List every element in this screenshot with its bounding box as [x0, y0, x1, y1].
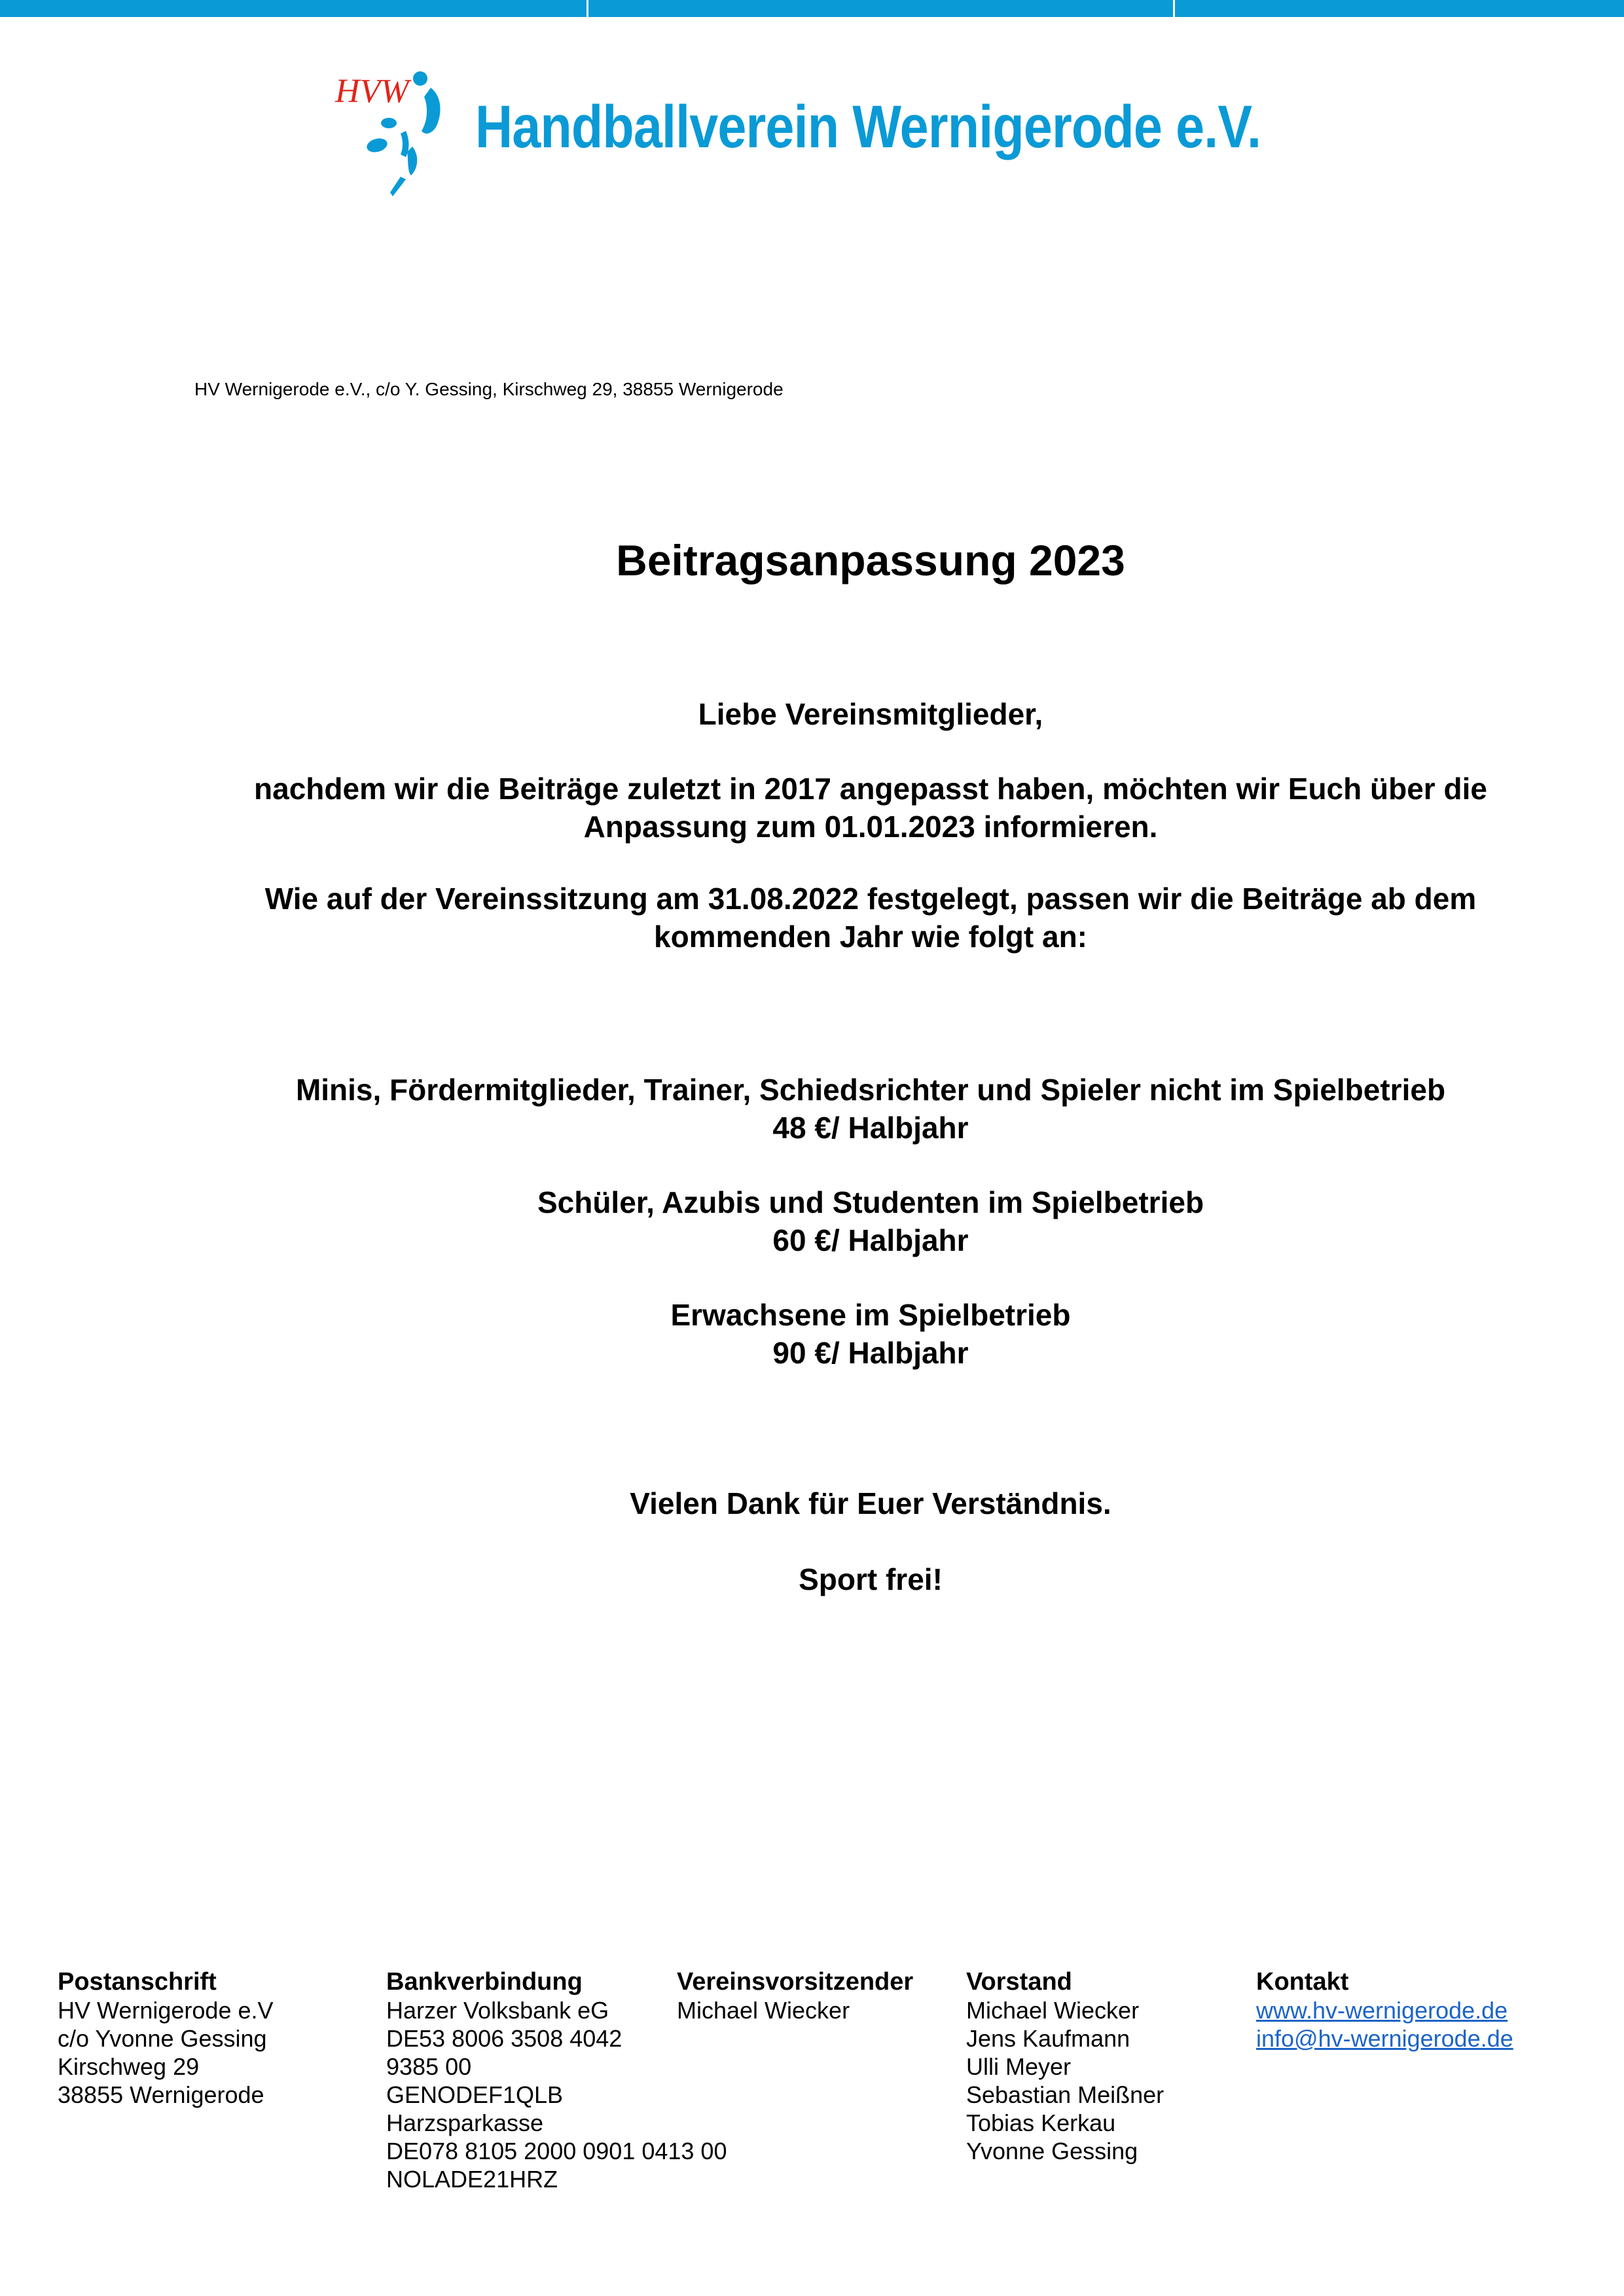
fee-amount: 60 €/ Halbjahr [772, 1223, 969, 1257]
footer-postal-address [58, 1968, 274, 2109]
fee-item [131, 1183, 1610, 1259]
footer-line: Michael Wiecker [677, 1997, 850, 2024]
footer-line: HV Wernigerode e.V [58, 1997, 274, 2024]
thanks-line: Vielen Dank für Euer Verständnis. [630, 1486, 1111, 1520]
footer-contact [1256, 1968, 1513, 2053]
footer-bank-details [386, 1968, 727, 2193]
paragraph-decision-line-1: Wie auf der Vereinssitzung am 31.08.2022 festgelegt, passen wir die Beiträge ab dem [264, 882, 1477, 916]
paragraph-intro [131, 770, 1610, 846]
fee-item [131, 1296, 1610, 1372]
footer-line: Harzsparkasse [386, 2109, 544, 2136]
footer-line: Ulli Meyer [966, 2053, 1072, 2080]
footer-heading: Vorstand [966, 1968, 1072, 1996]
paragraph-decision [131, 880, 1610, 956]
club-name-wordmark: Handballverein Wernigerode e.V. [475, 94, 1261, 160]
footer-board [966, 1968, 1164, 2165]
footer-line: 9385 00 [386, 2053, 472, 2080]
closing-line: Sport frei! [799, 1562, 943, 1596]
club-logo [333, 68, 1301, 199]
letter-title: Beitragsanpassung 2023 [616, 536, 1125, 584]
footer-line: DE078 8105 2000 0901 0413 00 [386, 2138, 727, 2164]
footer-line: Yvonne Gessing [966, 2138, 1138, 2164]
greeting: Liebe Vereinsmitglieder, [698, 697, 1043, 731]
footer-line: Tobias Kerkau [966, 2109, 1116, 2136]
svg-text:HVW: HVW [335, 73, 409, 110]
fee-group: Schüler, Azubis und Studenten im Spielbetrieb [537, 1185, 1204, 1219]
top-accent-bar [0, 0, 1624, 17]
fee-amount: 48 €/ Halbjahr [772, 1111, 969, 1145]
fee-group: Erwachsene im Spielbetrieb [670, 1298, 1071, 1332]
paragraph-decision-line-2: kommenden Jahr wie folgt an: [654, 920, 1087, 954]
fee-item [131, 1071, 1610, 1147]
footer-heading: Kontakt [1256, 1968, 1349, 1996]
footer-line: Sebastian Meißner [966, 2081, 1164, 2108]
footer-heading: Bankverbindung [386, 1968, 583, 1996]
email-link[interactable]: info@hv-wernigerode.de [1256, 2025, 1513, 2052]
fee-group: Minis, Fördermitglieder, Trainer, Schiedsrichter und Spieler nicht im Spielbetrieb [295, 1073, 1446, 1107]
footer-line: Michael Wiecker [966, 1997, 1140, 2024]
footer-line: NOLADE21HRZ [386, 2166, 558, 2193]
sender-address-line: HV Wernigerode e.V., c/o Y. Gessing, Kirschweg 29, 38855 Wernigerode [194, 379, 784, 399]
footer-line: Jens Kaufmann [966, 2025, 1130, 2052]
footer-line: Kirschweg 29 [58, 2053, 200, 2080]
handball-player-logo-icon [333, 68, 477, 199]
footer-heading: Postanschrift [58, 1968, 217, 1996]
footer-heading: Vereinsvorsitzender [677, 1968, 914, 1996]
footer-line: Harzer Volksbank eG [386, 1997, 609, 2024]
fee-amount: 90 €/ Halbjahr [772, 1336, 969, 1370]
website-link[interactable]: www.hv-wernigerode.de [1256, 1997, 1508, 2024]
footer-chairman [677, 1968, 913, 2024]
footer-line: c/o Yvonne Gessing [58, 2025, 267, 2052]
footer-line: DE53 8006 3508 4042 [386, 2025, 623, 2052]
footer-line: 38855 Wernigerode [58, 2081, 264, 2108]
paragraph-intro-line-2: Anpassung zum 01.01.2023 informieren. [583, 810, 1158, 844]
paragraph-intro-line-1: nachdem wir die Beiträge zuletzt in 2017 angepasst haben, möchten wir Euch über die [254, 772, 1487, 806]
footer-line: GENODEF1QLB [386, 2081, 564, 2108]
